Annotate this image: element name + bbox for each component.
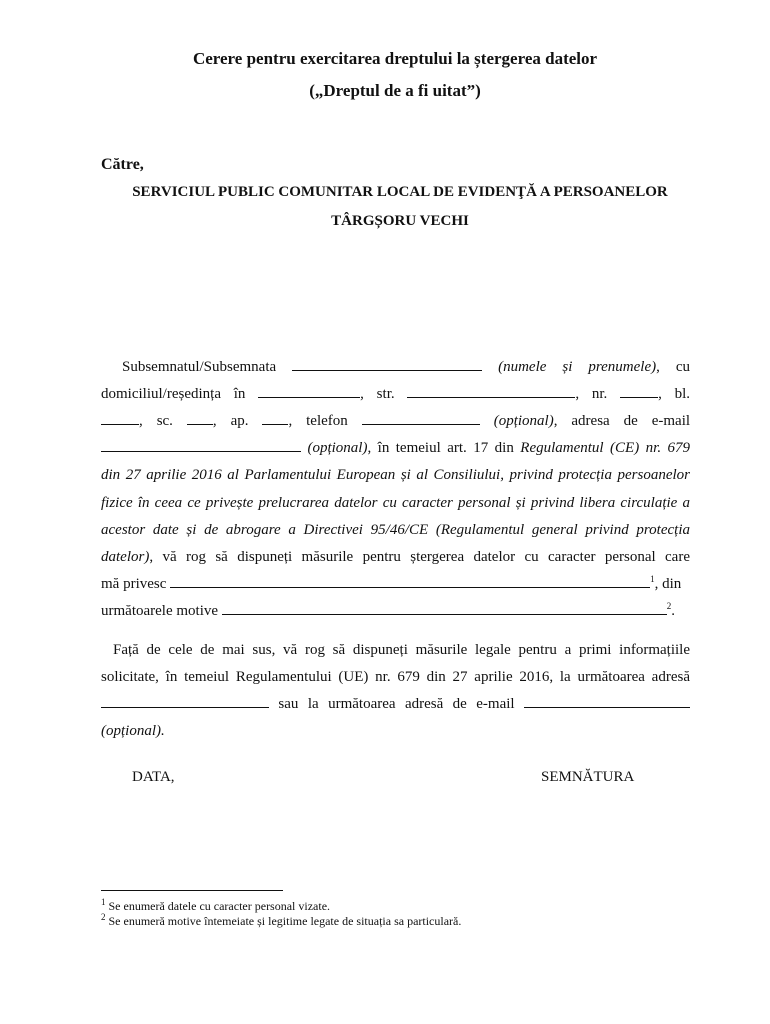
email-address-field[interactable] — [524, 695, 690, 708]
body-line-9 — [101, 575, 690, 593]
body-line-4 — [101, 439, 690, 457]
signature-label: SEMNĂTURA — [541, 769, 635, 785]
cu-text: , cu — [656, 359, 690, 375]
footnote-2-number: 2 — [101, 912, 106, 922]
body-line-6: fizice în ceea ce privește prelucrarea datelor cu caracter personal și privind libera circulație a — [101, 495, 690, 511]
period-text: . — [671, 603, 676, 619]
staircase-field[interactable] — [187, 412, 213, 425]
footnote-separator — [101, 890, 283, 891]
sc-label: , sc. — [139, 413, 173, 429]
subsemnatul-label: Subsemnatul/Subsemnata — [122, 359, 277, 375]
request-text: , vă rog să dispuneți măsurile pentru ștergerea datelor cu caracter personal care — [149, 549, 690, 565]
body-line-8 — [101, 548, 690, 566]
institution-name: SERVICIUL PUBLIC COMUNITAR LOCAL DE EVIDENŢĂ A PERSOANELOR — [132, 184, 668, 200]
body-line-11 — [101, 641, 690, 659]
address-field[interactable] — [101, 695, 269, 708]
bl-label: , bl. — [658, 386, 691, 402]
reasons-field[interactable] — [222, 602, 667, 615]
body-line-2 — [101, 385, 690, 403]
telefon-label: , telefon — [288, 413, 348, 429]
nr-label: , nr. — [575, 386, 608, 402]
sau-text: sau la următoarea adresă de e-mail — [278, 696, 515, 712]
body-line-5: din 27 aprilie 2016 al Parlamentului European și al Consiliului, privind protecția persoanelor — [101, 467, 690, 483]
body-line-10 — [101, 602, 690, 620]
street-field[interactable] — [407, 385, 575, 398]
addressee-label: Către, — [101, 156, 144, 173]
body-line-3 — [101, 412, 690, 430]
body-line-7: acestor date și de abrogare a Directivei 95/46/CE (Regulamentul general privind protecția — [101, 522, 690, 538]
name-field[interactable] — [292, 358, 482, 371]
locality-field[interactable] — [258, 385, 360, 398]
temeiul-text: , în temeiul art. 17 din — [367, 440, 514, 456]
email-label: , adresa de e-mail — [553, 413, 691, 429]
din-text: , din — [654, 576, 682, 592]
block-field[interactable] — [101, 412, 139, 425]
optional-hint-phone: (opțional) — [493, 413, 554, 429]
p2-line-1: Față de cele de mai sus, vă rog să dispuneți măsurile legale pentru a primi informațiile — [113, 642, 690, 658]
footnote-2-text: Se enumeră motive întemeiate și legitime legate de situația sa particulară. — [105, 914, 462, 928]
ap-label: , ap. — [212, 413, 249, 429]
body-line-13 — [101, 695, 690, 713]
personal-data-field[interactable] — [170, 575, 650, 588]
footnote-2 — [101, 914, 461, 928]
domiciliu-label: domiciliul/reședința în — [101, 386, 246, 402]
footnote-1 — [101, 899, 330, 913]
footnote-1-number: 1 — [101, 897, 106, 907]
body-line-12: solicitate, în temeiul Regulamentului (UE) nr. 679 din 27 aprilie 2016, la următoarea adresă — [101, 669, 690, 685]
regulation-text-5: datelor) — [101, 549, 150, 565]
document-subtitle: („Dreptul de a fi uitat”) — [309, 81, 481, 100]
motive-label: următoarele motive — [101, 603, 219, 619]
footnote-ref-2: 2 — [666, 601, 672, 611]
footnote-1-text: Se enumeră datele cu caracter personal vizate. — [105, 899, 331, 913]
institution-locality: TÂRGȘORU VECHI — [331, 213, 469, 229]
regulation-text-1: Regulamentul (CE) nr. 679 — [520, 440, 691, 456]
phone-field[interactable] — [362, 412, 480, 425]
document-title: Cerere pentru exercitarea dreptului la ștergerea datelor — [192, 49, 598, 68]
apartment-field[interactable] — [262, 412, 288, 425]
name-hint: (numele și prenumele) — [498, 359, 657, 375]
number-field[interactable] — [620, 385, 658, 398]
str-label: , str. — [360, 386, 395, 402]
body-line-14: (opțional). — [101, 723, 165, 739]
footnote-ref-1: 1 — [650, 574, 655, 584]
optional-hint-email: (opțional) — [307, 440, 368, 456]
email-field[interactable] — [101, 439, 301, 452]
body-line-1 — [101, 358, 690, 376]
date-label: DATA, — [132, 769, 175, 785]
ma-privesc-label: mă privesc — [101, 576, 167, 592]
